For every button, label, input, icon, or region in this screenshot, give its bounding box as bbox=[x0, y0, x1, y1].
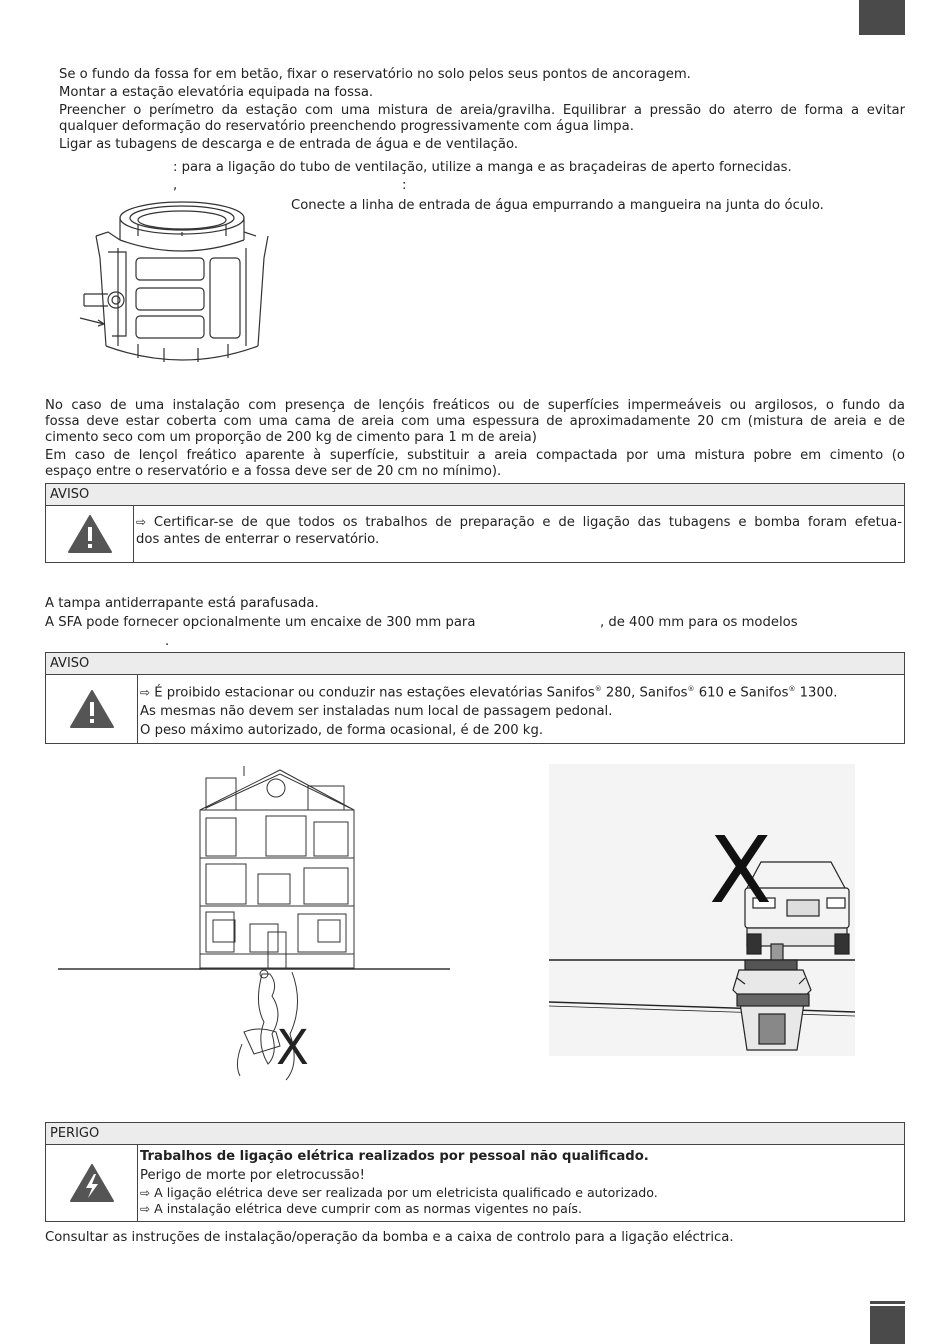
comma-mark: , bbox=[173, 178, 178, 193]
warning2-line-1-pre: É proibido estacionar ou conduzir nas estações elevatórias Sanifos bbox=[154, 685, 595, 701]
warning2-line-1-mid2: 610 e Sanifos bbox=[694, 685, 789, 701]
warning2-line-1-end: 1300. bbox=[795, 685, 838, 701]
registered-mark: ® bbox=[788, 685, 796, 693]
page-tab-top bbox=[859, 0, 905, 35]
danger-line-3: A ligação elétrica deve ser realizada por um eletricista qualificado e autorizado. bbox=[154, 1185, 658, 1200]
groundwater-line-3: cimento seco com um proporção de 200 kg de cimento para 1 m de areia) bbox=[45, 430, 537, 445]
right-x-mark: X bbox=[709, 817, 773, 924]
warning-box-1 bbox=[45, 483, 905, 563]
warning2-line-3: O peso máximo autorizado, de forma ocasional, é de 200 kg. bbox=[140, 723, 544, 739]
warning2-line-1-mid1: 280, Sanifos bbox=[601, 685, 688, 701]
danger-line-2: Perigo de morte por eletrocussão! bbox=[140, 1168, 365, 1183]
page-tab-bottom bbox=[870, 1301, 905, 1344]
install-step-1: Se o fundo da fossa for em betão, fixar o reservatório no solo pelos seus pontos de ancoragem. bbox=[59, 67, 691, 82]
left-x-mark: X bbox=[276, 1020, 309, 1076]
install-step-3: Preencher o perímetro da estação com uma mistura de areia/gravilha. Equilibrar a pressão do aterro de forma a evitar bbox=[59, 103, 905, 118]
warning-header: AVISO bbox=[46, 653, 904, 675]
ventilation-instruction: : para a ligação do tubo de ventilação, utilize a manga e as braçadeiras de aperto fornecidas. bbox=[173, 160, 792, 175]
water-inlet-instruction: Conecte a linha de entrada de água empurrando a mangueira na junta do óculo. bbox=[291, 198, 824, 213]
arrow-icon: ⇨ bbox=[136, 515, 147, 529]
warning1-line-1: Certificar-se de que todos os trabalhos de preparação e de ligação das tubagens e bomba foram efetua- bbox=[153, 515, 902, 530]
electric-hazard-icon bbox=[46, 1145, 138, 1221]
cover-line-1: A tampa antiderrapante está parafusada. bbox=[45, 596, 319, 611]
arrow-icon: ⇨ bbox=[140, 1202, 151, 1216]
danger-header: PERIGO bbox=[46, 1123, 904, 1145]
house-illustration bbox=[58, 764, 450, 1084]
cover-line-2b: , de 400 mm para os modelos bbox=[600, 615, 798, 630]
install-step-2: Montar a estação elevatória equipada na fossa. bbox=[59, 85, 374, 100]
footer-note: Consultar as instruções de instalação/operação da bomba e a caixa de controlo para a ligação eléctrica. bbox=[45, 1230, 734, 1245]
install-step-4: Ligar as tubagens de descarga e de entrada de água e de ventilação. bbox=[59, 137, 519, 152]
groundwater-line-5: espaço entre o reservatório e a fossa deve ser de 20 cm no mínimo). bbox=[45, 464, 502, 479]
danger-line-4: A instalação elétrica deve cumprir com as normas vigentes no país. bbox=[154, 1201, 582, 1216]
cover-line-3: . bbox=[165, 634, 170, 649]
arrow-icon: ⇨ bbox=[140, 685, 151, 700]
warning-header: AVISO bbox=[46, 484, 904, 506]
registered-mark: ® bbox=[594, 685, 602, 693]
danger-box bbox=[45, 1122, 905, 1222]
groundwater-line-2: fossa deve estar coberta com uma cama de areia com uma espessura de aproximadamente 20 cm (mistura de areia e de bbox=[45, 414, 905, 429]
truck-illustration bbox=[549, 764, 855, 1056]
arrow-icon: ⇨ bbox=[140, 1186, 151, 1200]
tank-illustration bbox=[78, 196, 278, 371]
warning-icon bbox=[46, 675, 138, 743]
groundwater-line-4: Em caso de lençol freático aparente à superfície, substituir a areia compactada por uma mistura pobre em cimento (o bbox=[45, 448, 905, 463]
danger-title: Trabalhos de ligação elétrica realizados por pessoal não qualificado. bbox=[140, 1149, 649, 1164]
colon-mark: : bbox=[402, 178, 407, 193]
warning-box-2 bbox=[45, 652, 905, 744]
install-step-3-cont: qualquer deformação do reservatório preenchendo progressivamente com água limpa. bbox=[59, 119, 634, 134]
registered-mark: ® bbox=[687, 685, 695, 693]
warning2-line-2: As mesmas não devem ser instaladas num local de passagem pedonal. bbox=[140, 704, 613, 720]
groundwater-line-1: No caso de uma instalação com presença de lençóis freáticos ou de superfícies impermeáveis ou argilosos, o fundo da bbox=[45, 398, 905, 413]
warning-icon bbox=[46, 506, 134, 562]
warning1-line-2: dos antes de enterrar o reservatório. bbox=[136, 531, 380, 547]
cover-line-2a: A SFA pode fornecer opcionalmente um encaixe de 300 mm para bbox=[45, 615, 476, 630]
